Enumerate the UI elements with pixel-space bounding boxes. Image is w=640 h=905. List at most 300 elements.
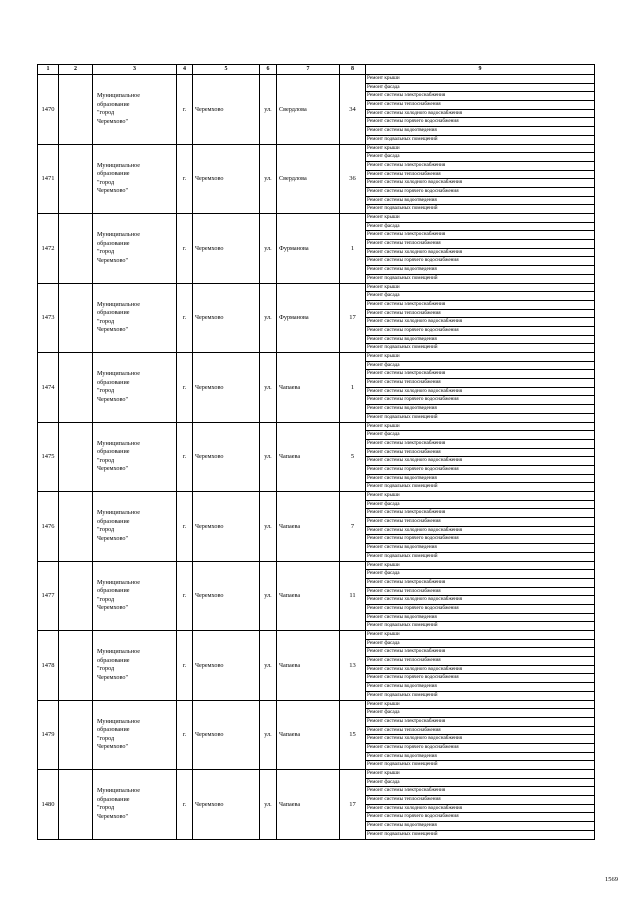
- municipality-line: "город: [97, 109, 115, 117]
- settlement-type-cell: [177, 631, 193, 701]
- street-type-cell: [260, 214, 277, 284]
- work-item: Ремонт системы водоотведения: [366, 753, 594, 762]
- municipality-line: Черемхово": [97, 673, 128, 681]
- row-number: 1473: [41, 314, 55, 322]
- empty-cell: [59, 631, 93, 701]
- municipality-line: образование: [97, 378, 130, 386]
- col-header: 8: [340, 65, 366, 75]
- row-number-cell: [38, 144, 59, 214]
- settlement-type: г.: [182, 800, 187, 808]
- municipality-line: "город: [97, 526, 115, 534]
- page-number: 1569: [605, 876, 618, 883]
- city-cell: [193, 492, 260, 562]
- municipality-cell: [93, 283, 177, 353]
- row-number: 1475: [41, 453, 55, 461]
- city-cell: [193, 75, 260, 145]
- work-item: Ремонт крыши: [366, 562, 594, 571]
- street-type: ул.: [264, 661, 272, 669]
- street-type-cell: [260, 283, 277, 353]
- city-name: Черемхово: [195, 105, 224, 113]
- municipality-line: Муниципальное: [97, 300, 140, 308]
- municipality-line: Черемхово": [97, 117, 128, 125]
- municipality-line: образование: [97, 309, 130, 317]
- house-number: 1: [350, 244, 355, 252]
- work-item: Ремонт фасада: [366, 431, 594, 440]
- settlement-type: г.: [182, 314, 187, 322]
- row-number: 1470: [41, 105, 55, 113]
- row-number: 1476: [41, 522, 55, 530]
- city-name: Черемхово: [195, 661, 224, 669]
- work-item: Ремонт крыши: [366, 75, 594, 84]
- municipality-line: "город: [97, 317, 115, 325]
- works-cell: [366, 214, 595, 284]
- work-item: Ремонт системы горячего водоснабжения: [366, 674, 594, 683]
- municipality-line: Муниципальное: [97, 161, 140, 169]
- municipality-line: образование: [97, 100, 130, 108]
- street-type-cell: [260, 700, 277, 770]
- house-cell: [340, 353, 366, 423]
- house-number: 13: [349, 661, 356, 669]
- city-cell: [193, 631, 260, 701]
- street-name: Свердлова: [279, 105, 307, 113]
- municipality-line: "город: [97, 248, 115, 256]
- table-row: [38, 353, 595, 423]
- work-item: Ремонт системы теплоснабжения: [366, 449, 594, 458]
- work-item: Ремонт подвальных помещений: [367, 622, 438, 629]
- street-cell: [277, 283, 340, 353]
- house-cell: [340, 770, 366, 840]
- city-cell: [193, 561, 260, 631]
- street-type-cell: [260, 770, 277, 840]
- work-item: Ремонт системы горячего водоснабжения: [366, 813, 594, 822]
- settlement-type-cell: [177, 353, 193, 423]
- house-cell: [340, 144, 366, 214]
- city-name: Черемхово: [195, 592, 224, 600]
- work-item: Ремонт системы холодного водоснабжения: [366, 179, 594, 188]
- work-item: Ремонт фасада: [366, 640, 594, 649]
- settlement-type-cell: [177, 283, 193, 353]
- work-item: Ремонт системы теплоснабжения: [366, 796, 594, 805]
- table-row: [38, 561, 595, 631]
- municipality-line: "город: [97, 665, 115, 673]
- work-item: Ремонт подвальных помещений: [367, 205, 438, 212]
- municipality-line: Муниципальное: [97, 231, 140, 239]
- work-item: Ремонт системы холодного водоснабжения: [366, 666, 594, 675]
- work-item: Ремонт системы холодного водоснабжения: [366, 735, 594, 744]
- settlement-type-cell: [177, 422, 193, 492]
- municipality-line: "город: [97, 734, 115, 742]
- work-item: Ремонт подвальных помещений: [367, 483, 438, 490]
- empty-cell: [59, 353, 93, 423]
- works-cell: [366, 75, 595, 145]
- municipality-line: Муниципальное: [97, 648, 140, 656]
- table-row: [38, 422, 595, 492]
- house-number: 15: [349, 731, 356, 739]
- settlement-type: г.: [182, 592, 187, 600]
- empty-cell: [59, 700, 93, 770]
- work-item: Ремонт системы водоотведения: [366, 822, 594, 831]
- city-name: Черемхово: [195, 522, 224, 530]
- work-item: Ремонт крыши: [366, 214, 594, 223]
- street-name: Чапаева: [279, 592, 301, 600]
- empty-cell: [59, 422, 93, 492]
- row-number: 1471: [41, 175, 55, 183]
- row-number-cell: [38, 700, 59, 770]
- work-item: Ремонт системы горячего водоснабжения: [366, 118, 594, 127]
- house-number: 5: [350, 453, 355, 461]
- street-cell: [277, 700, 340, 770]
- street-name: Чапаева: [279, 453, 301, 461]
- work-item: Ремонт системы теплоснабжения: [366, 101, 594, 110]
- work-item: Ремонт системы водоотведения: [366, 614, 594, 623]
- municipality-cell: [93, 144, 177, 214]
- work-item: Ремонт системы электроснабжения: [366, 440, 594, 449]
- city-name: Черемхово: [195, 383, 224, 391]
- city-cell: [193, 422, 260, 492]
- street-type-cell: [260, 144, 277, 214]
- work-item: Ремонт подвальных помещений: [367, 344, 438, 351]
- work-item: Ремонт системы горячего водоснабжения: [366, 535, 594, 544]
- house-cell: [340, 214, 366, 284]
- work-item: Ремонт фасада: [366, 362, 594, 371]
- row-number-cell: [38, 353, 59, 423]
- street-cell: [277, 422, 340, 492]
- empty-cell: [59, 144, 93, 214]
- col-header: 3: [93, 65, 177, 75]
- row-number-cell: [38, 561, 59, 631]
- work-item: Ремонт системы холодного водоснабжения: [366, 388, 594, 397]
- work-item: Ремонт системы водоотведения: [366, 197, 594, 206]
- municipality-line: образование: [97, 656, 130, 664]
- municipality-line: "город: [97, 595, 115, 603]
- municipality-cell: [93, 561, 177, 631]
- municipality-line: образование: [97, 517, 130, 525]
- work-item: Ремонт системы теплоснабжения: [366, 240, 594, 249]
- col-header: 6: [260, 65, 277, 75]
- work-item: Ремонт системы электроснабжения: [366, 231, 594, 240]
- street-type: ул.: [264, 800, 272, 808]
- street-type-cell: [260, 353, 277, 423]
- work-item: Ремонт подвальных помещений: [367, 761, 438, 768]
- work-item: Ремонт крыши: [366, 701, 594, 710]
- municipality-line: Черемхово": [97, 534, 128, 542]
- header-row: [38, 65, 595, 75]
- settlement-type: г.: [182, 105, 187, 113]
- street-type-cell: [260, 422, 277, 492]
- work-item: Ремонт фасада: [366, 779, 594, 788]
- street-type: ул.: [264, 314, 272, 322]
- municipality-cell: [93, 353, 177, 423]
- work-item: Ремонт подвальных помещений: [367, 413, 438, 420]
- street-cell: [277, 214, 340, 284]
- street-type-cell: [260, 492, 277, 562]
- house-cell: [340, 561, 366, 631]
- work-item: Ремонт подвальных помещений: [367, 691, 438, 698]
- row-number-cell: [38, 75, 59, 145]
- work-item: Ремонт системы холодного водоснабжения: [366, 457, 594, 466]
- settlement-type: г.: [182, 383, 187, 391]
- municipality-line: "город: [97, 804, 115, 812]
- row-number-cell: [38, 214, 59, 284]
- work-item: Ремонт подвальных помещений: [367, 830, 438, 837]
- row-number: 1477: [41, 592, 55, 600]
- row-number-cell: [38, 283, 59, 353]
- municipality-line: Муниципальное: [97, 92, 140, 100]
- house-number: 11: [349, 592, 356, 600]
- works-cell: [366, 700, 595, 770]
- empty-cell: [59, 283, 93, 353]
- work-item: Ремонт фасада: [366, 709, 594, 718]
- work-item: Ремонт фасада: [366, 153, 594, 162]
- house-cell: [340, 492, 366, 562]
- work-item: Ремонт системы водоотведения: [366, 683, 594, 692]
- empty-cell: [59, 75, 93, 145]
- municipality-line: Муниципальное: [97, 787, 140, 795]
- work-item: Ремонт системы холодного водоснабжения: [366, 318, 594, 327]
- work-item: Ремонт системы холодного водоснабжения: [366, 805, 594, 814]
- settlement-type-cell: [177, 700, 193, 770]
- col-header: 5: [193, 65, 260, 75]
- work-item: Ремонт системы электроснабжения: [366, 718, 594, 727]
- empty-cell: [59, 561, 93, 631]
- work-item: Ремонт системы холодного водоснабжения: [366, 527, 594, 536]
- street-type: ул.: [264, 244, 272, 252]
- work-item: Ремонт системы водоотведения: [366, 475, 594, 484]
- municipality-line: образование: [97, 795, 130, 803]
- work-item: Ремонт системы водоотведения: [366, 544, 594, 553]
- row-number-cell: [38, 631, 59, 701]
- work-item: Ремонт системы горячего водоснабжения: [366, 744, 594, 753]
- street-name: Чапаева: [279, 661, 301, 669]
- street-type: ул.: [264, 592, 272, 600]
- city-name: Черемхово: [195, 731, 224, 739]
- municipality-cell: [93, 631, 177, 701]
- work-item: Ремонт системы горячего водоснабжения: [366, 605, 594, 614]
- works-cell: [366, 422, 595, 492]
- house-cell: [340, 283, 366, 353]
- municipality-line: Муниципальное: [97, 578, 140, 586]
- work-item: Ремонт фасада: [366, 223, 594, 232]
- register-table: [37, 64, 595, 840]
- municipality-line: Черемхово": [97, 187, 128, 195]
- house-number: 7: [350, 522, 355, 530]
- municipality-line: Муниципальное: [97, 717, 140, 725]
- municipality-cell: [93, 492, 177, 562]
- work-item: Ремонт системы горячего водоснабжения: [366, 188, 594, 197]
- work-item: Ремонт системы теплоснабжения: [366, 310, 594, 319]
- works-cell: [366, 353, 595, 423]
- municipality-line: Черемхово": [97, 604, 128, 612]
- municipality-line: Муниципальное: [97, 509, 140, 517]
- municipality-line: образование: [97, 726, 130, 734]
- col-header: 9: [366, 65, 595, 75]
- table-row: [38, 144, 595, 214]
- work-item: Ремонт системы электроснабжения: [366, 787, 594, 796]
- city-name: Черемхово: [195, 453, 224, 461]
- work-item: Ремонт системы теплоснабжения: [366, 379, 594, 388]
- street-type-cell: [260, 631, 277, 701]
- works-cell: [366, 283, 595, 353]
- municipality-line: образование: [97, 587, 130, 595]
- work-item: Ремонт системы холодного водоснабжения: [366, 596, 594, 605]
- street-name: Чапаева: [279, 383, 301, 391]
- municipality-line: "город: [97, 178, 115, 186]
- municipality-cell: [93, 75, 177, 145]
- municipality-cell: [93, 700, 177, 770]
- settlement-type: г.: [182, 244, 187, 252]
- street-type: ул.: [264, 105, 272, 113]
- city-name: Черемхово: [195, 800, 224, 808]
- table-row: [38, 631, 595, 701]
- municipality-line: образование: [97, 239, 130, 247]
- work-item: Ремонт системы водоотведения: [366, 405, 594, 414]
- work-item: Ремонт крыши: [366, 770, 594, 779]
- city-name: Черемхово: [195, 244, 224, 252]
- municipality-cell: [93, 214, 177, 284]
- city-cell: [193, 283, 260, 353]
- work-item: Ремонт фасада: [366, 84, 594, 93]
- municipality-line: образование: [97, 448, 130, 456]
- table-row: [38, 75, 595, 145]
- city-cell: [193, 353, 260, 423]
- work-item: Ремонт крыши: [366, 631, 594, 640]
- row-number-cell: [38, 770, 59, 840]
- house-cell: [340, 75, 366, 145]
- street-name: Чапаева: [279, 800, 301, 808]
- house-number: 17: [349, 314, 356, 322]
- work-item: Ремонт подвальных помещений: [367, 135, 438, 142]
- house-number: 36: [349, 175, 356, 183]
- municipality-line: Черемхово": [97, 743, 128, 751]
- col-header: 4: [177, 65, 193, 75]
- work-item: Ремонт системы холодного водоснабжения: [366, 249, 594, 258]
- settlement-type-cell: [177, 214, 193, 284]
- street-cell: [277, 144, 340, 214]
- street-type: ул.: [264, 175, 272, 183]
- municipality-line: Черемхово": [97, 256, 128, 264]
- work-item: Ремонт системы теплоснабжения: [366, 727, 594, 736]
- work-item: Ремонт системы теплоснабжения: [366, 657, 594, 666]
- street-type: ул.: [264, 453, 272, 461]
- work-item: Ремонт крыши: [366, 492, 594, 501]
- table-row: [38, 492, 595, 562]
- street-name: Фурманова: [279, 244, 309, 252]
- house-cell: [340, 422, 366, 492]
- city-cell: [193, 214, 260, 284]
- street-name: Чапаева: [279, 731, 301, 739]
- table-row: [38, 700, 595, 770]
- street-cell: [277, 492, 340, 562]
- works-cell: [366, 770, 595, 840]
- work-item: Ремонт системы холодного водоснабжения: [366, 110, 594, 119]
- city-cell: [193, 700, 260, 770]
- work-item: Ремонт системы электроснабжения: [366, 301, 594, 310]
- settlement-type: г.: [182, 453, 187, 461]
- street-cell: [277, 631, 340, 701]
- street-cell: [277, 75, 340, 145]
- empty-cell: [59, 492, 93, 562]
- municipality-line: "город: [97, 456, 115, 464]
- municipality-line: Муниципальное: [97, 439, 140, 447]
- row-number: 1480: [41, 800, 55, 808]
- work-item: Ремонт системы водоотведения: [366, 266, 594, 275]
- work-item: Ремонт системы теплоснабжения: [366, 518, 594, 527]
- street-name: Фурманова: [279, 314, 309, 322]
- street-name: Свердлова: [279, 175, 307, 183]
- work-item: Ремонт системы горячего водоснабжения: [366, 257, 594, 266]
- work-item: Ремонт подвальных помещений: [367, 274, 438, 281]
- work-item: Ремонт системы водоотведения: [366, 336, 594, 345]
- table-row: [38, 214, 595, 284]
- municipality-line: "город: [97, 387, 115, 395]
- work-item: Ремонт системы электроснабжения: [366, 370, 594, 379]
- municipality-line: Черемхово": [97, 326, 128, 334]
- street-cell: [277, 561, 340, 631]
- house-number: 34: [349, 105, 356, 113]
- city-cell: [193, 770, 260, 840]
- street-cell: [277, 353, 340, 423]
- row-number-cell: [38, 492, 59, 562]
- work-item: Ремонт подвальных помещений: [367, 552, 438, 559]
- table-row: [38, 283, 595, 353]
- empty-cell: [59, 214, 93, 284]
- municipality-line: Черемхово": [97, 465, 128, 473]
- house-cell: [340, 631, 366, 701]
- work-item: Ремонт системы горячего водоснабжения: [366, 466, 594, 475]
- work-item: Ремонт крыши: [366, 284, 594, 293]
- settlement-type-cell: [177, 770, 193, 840]
- works-cell: [366, 561, 595, 631]
- settlement-type: г.: [182, 522, 187, 530]
- settlement-type-cell: [177, 75, 193, 145]
- municipality-line: образование: [97, 170, 130, 178]
- work-item: Ремонт системы электроснабжения: [366, 579, 594, 588]
- work-item: Ремонт фасада: [366, 570, 594, 579]
- work-item: Ремонт фасада: [366, 501, 594, 510]
- house-number: 1: [350, 383, 355, 391]
- works-cell: [366, 144, 595, 214]
- table-row: [38, 770, 595, 840]
- street-type: ул.: [264, 522, 272, 530]
- street-type-cell: [260, 561, 277, 631]
- municipality-line: Черемхово": [97, 812, 128, 820]
- municipality-line: Муниципальное: [97, 370, 140, 378]
- work-item: Ремонт системы электроснабжения: [366, 648, 594, 657]
- col-header: 7: [277, 65, 340, 75]
- row-number: 1472: [41, 244, 55, 252]
- works-cell: [366, 631, 595, 701]
- house-number: 17: [349, 800, 356, 808]
- city-name: Черемхово: [195, 175, 224, 183]
- street-cell: [277, 770, 340, 840]
- settlement-type: г.: [182, 661, 187, 669]
- municipality-line: Черемхово": [97, 395, 128, 403]
- work-item: Ремонт системы электроснабжения: [366, 162, 594, 171]
- works-cell: [366, 492, 595, 562]
- street-type-cell: [260, 75, 277, 145]
- empty-cell: [59, 770, 93, 840]
- settlement-type-cell: [177, 492, 193, 562]
- settlement-type: г.: [182, 175, 187, 183]
- col-header: 2: [59, 65, 93, 75]
- row-number-cell: [38, 422, 59, 492]
- street-name: Чапаева: [279, 522, 301, 530]
- work-item: Ремонт системы электроснабжения: [366, 92, 594, 101]
- city-cell: [193, 144, 260, 214]
- municipality-cell: [93, 770, 177, 840]
- col-header: 1: [38, 65, 59, 75]
- street-type: ул.: [264, 383, 272, 391]
